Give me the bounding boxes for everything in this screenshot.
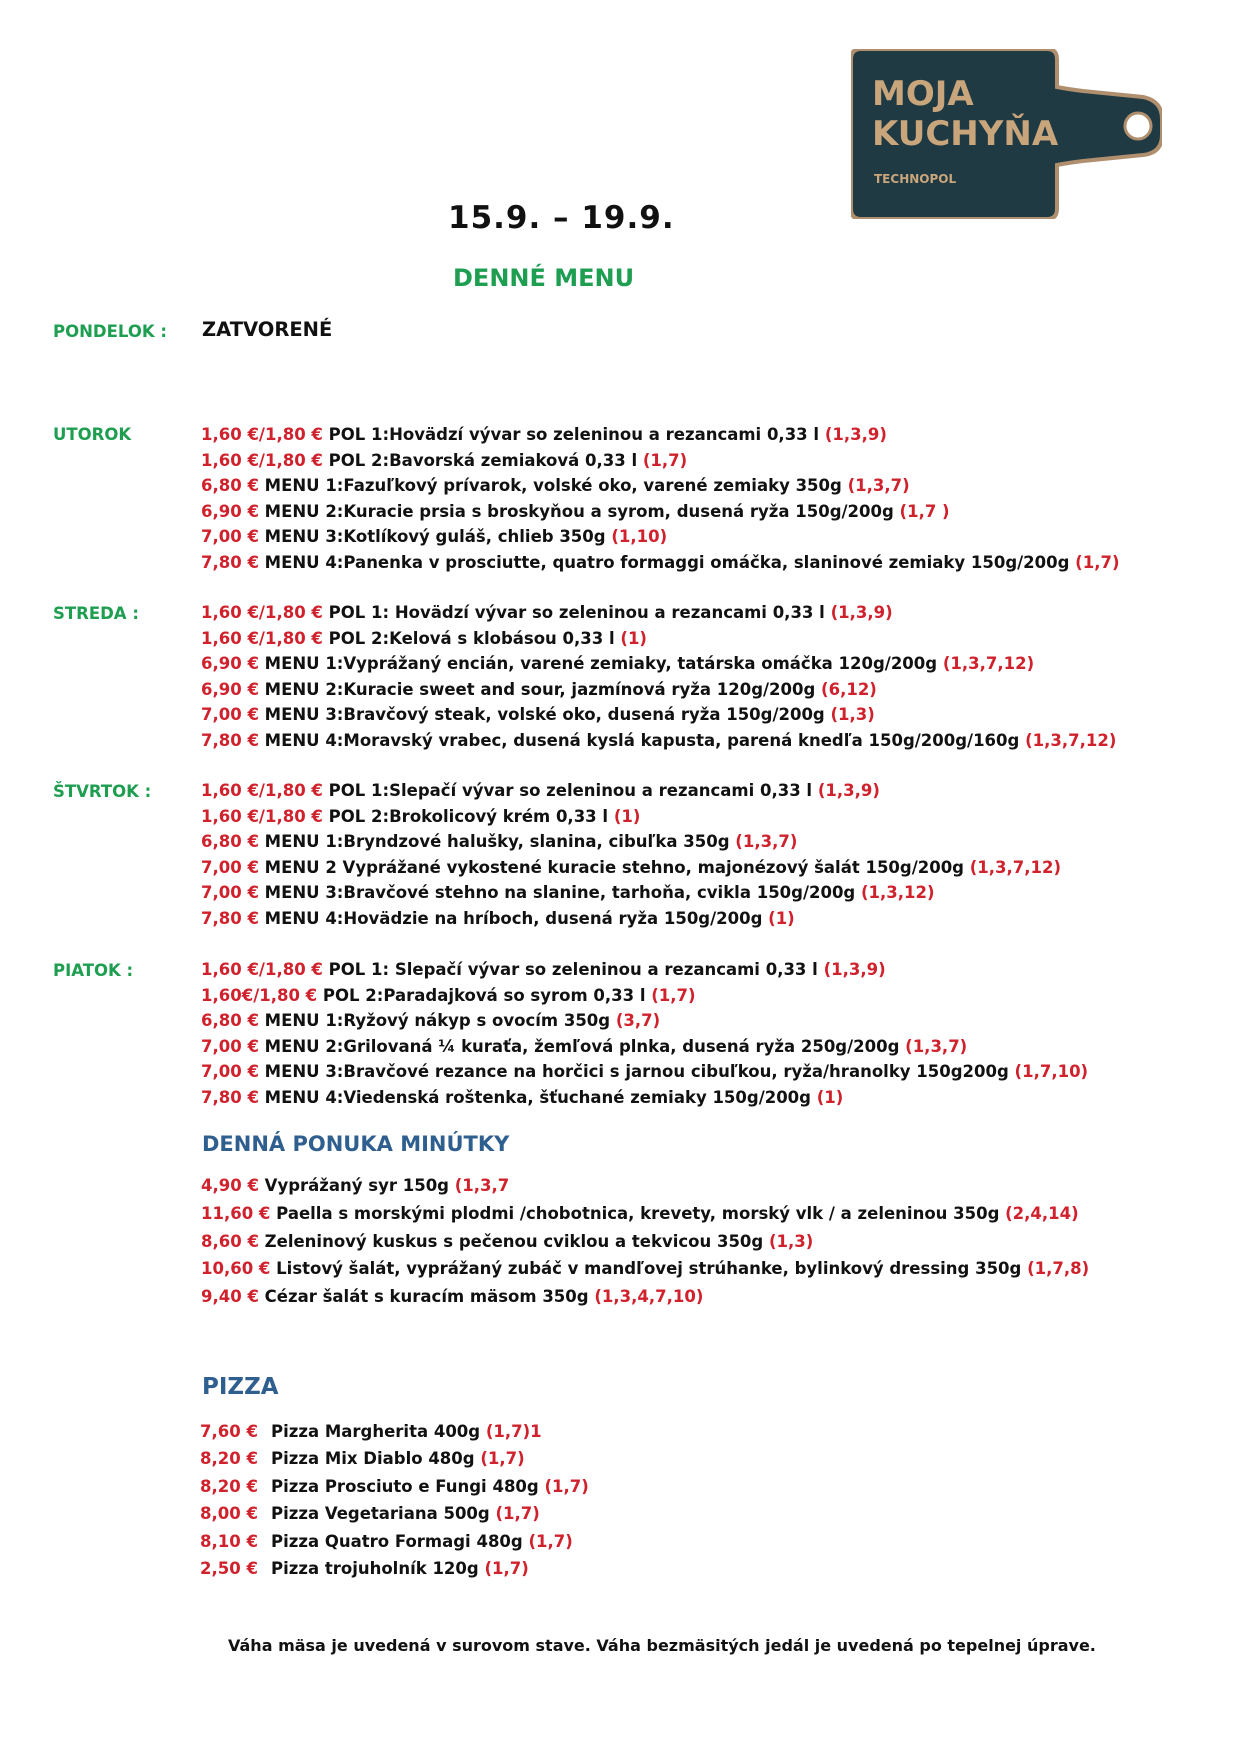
menu-item: 6,80 € MENU 1:Ryžový nákyp s ovocím 350g (3,7) [201,1011,661,1031]
day-label-tuesday: UTOROK [53,425,132,444]
date-range: 15.9. – 19.9. [448,200,675,236]
minutky-item: 4,90 € Vyprážaný syr 150g (1,3,7 [201,1176,510,1195]
menu-item: 6,90 € MENU 2:Kuracie sweet and sour, jazmínová ryža 120g/200g (6,12) [201,679,877,699]
pizza-item: 8,20 € Pizza Prosciuto e Fungi 480g (1,7) [200,1476,589,1496]
menu-item: 7,00 € MENU 3:Bravčové stehno na slanine, tarhoňa, cvikla 150g/200g (1,3,12) [201,883,935,903]
menu-item: 6,80 € MENU 1:Fazuľkový prívarok, volské oko, varené zemiaky 350g (1,3,7) [201,476,910,496]
restaurant-logo [851,49,1162,219]
menu-item: 1,60 €/1,80 € POL 2:Brokolicový krém 0,33 l (1) [201,806,641,826]
tuesday-menu [201,422,1119,576]
menu-item: 1,60 €/1,80 € POL 1:Slepačí vývar so zeleninou a rezancami 0,33 l (1,3,9) [201,781,880,800]
minutky-item: 8,60 € Zeleninový kuskus s pečenou cviklou a tekvicou 350g (1,3) [201,1231,814,1251]
menu-item: 1,60 €/1,80 € POL 2:Kelová s klobásou 0,33 l (1) [201,628,647,648]
pizza-menu [200,1418,589,1582]
menu-item: 1,60 €/1,80 € POL 2:Bavorská zemiaková 0,33 l (1,7) [201,450,688,470]
weight-note: Váha mäsa je uvedená v surovom stave. Váha bezmäsitých jedál je uvedená po tepelnej úprave. [228,1636,1096,1655]
menu-item: 1,60 €/1,80 € POL 1: Slepačí vývar so zeleninou a rezancami 0,33 l (1,3,9) [201,960,886,979]
pizza-item: 8,00 € Pizza Vegetariana 500g (1,7) [200,1504,540,1524]
minutky-menu [201,1172,1089,1311]
wednesday-menu [201,600,1116,754]
menu-title: DENNÉ MENU [453,264,635,292]
menu-item: 7,00 € MENU 2:Grilovaná ¼ kuraťa, žemľová plnka, dusená ryža 250g/200g (1,3,7) [201,1036,968,1056]
minutky-item: 11,60 € Paella s morskými plodmi /chobotnica, krevety, morský vlk / a zeleninou 350g (2,4,14) [201,1203,1079,1223]
menu-item: 1,60 €/1,80 € POL 1: Hovädzí vývar so zeleninou a rezancami 0,33 l (1,3,9) [201,603,893,622]
logo-line-1: MOJA [872,74,974,114]
minutky-item: 9,40 € Cézar šalát s kuracím mäsom 350g (1,3,4,7,10) [201,1287,704,1307]
day-label-monday: PONDELOK : [53,322,167,341]
day-label-friday: PIATOK : [53,961,134,980]
menu-item: 1,60€/1,80 € POL 2:Paradajková so syrom 0,33 l (1,7) [201,985,696,1005]
day-label-thursday: ŠTVRTOK : [53,782,152,801]
pizza-item: 8,10 € Pizza Quatro Formagi 480g (1,7) [200,1531,573,1551]
menu-item: 1,60 €/1,80 € POL 1:Hovädzí vývar so zeleninou a rezancami 0,33 l (1,3,9) [201,425,887,444]
menu-item: 6,90 € MENU 2:Kuracie prsia s broskyňou a syrom, dusená ryža 150g/200g (1,7 ) [201,501,950,521]
day-label-wednesday: STREDA : [53,604,139,623]
menu-item: 7,80 € MENU 4:Moravský vrabec, dusená kyslá kapusta, parená knedľa 150g/200g/160g (1,3,7,12) [201,730,1117,750]
logo-line-3: TECHNOPOL [874,172,957,186]
menu-item: 7,00 € MENU 2 Vyprážané vykostené kuracie stehno, majonézový šalát 150g/200g (1,3,7,12) [201,857,1062,877]
pizza-title: PIZZA [202,1374,279,1400]
menu-item: 7,80 € MENU 4:Hovädzie na hríboch, dusená ryža 150g/200g (1) [201,908,795,928]
logo-line-2: KUCHYŇA [872,114,1059,154]
menu-item: 7,00 € MENU 3:Bravčové rezance na horčici s jarnou cibuľkou, ryža/hranolky 150g200g (1,7,10) [201,1062,1089,1082]
menu-item: 6,80 € MENU 1:Bryndzové halušky, slanina, cibuľka 350g (1,3,7) [201,832,798,852]
pizza-item: 8,20 € Pizza Mix Diablo 480g (1,7) [200,1449,525,1469]
menu-item: 6,90 € MENU 1:Vyprážaný encián, varené zemiaky, tatárska omáčka 120g/200g (1,3,7,12) [201,654,1035,674]
pizza-item: 7,60 € Pizza Margherita 400g (1,7)1 [200,1422,542,1441]
menu-item: 7,00 € MENU 3:Bravčový steak, volské oko, dusená ryža 150g/200g (1,3) [201,705,875,725]
pizza-item: 2,50 € Pizza trojuholník 120g (1,7) [200,1559,529,1579]
menu-item: 7,80 € MENU 4:Panenka v prosciutte, quatro formaggi omáčka, slaninové zemiaky 150g/200g (1,7) [201,552,1120,572]
monday-status: ZATVORENÉ [202,318,333,341]
minutky-item: 10,60 € Listový šalát, vyprážaný zubáč v mandľovej strúhanke, bylinkový dressing 350g (1,7,8) [201,1259,1090,1279]
menu-item: 7,80 € MENU 4:Viedenská roštenka, šťuchané zemiaky 150g/200g (1) [201,1087,844,1107]
menu-item: 7,00 € MENU 3:Kotlíkový guláš, chlieb 350g (1,10) [201,527,668,547]
thursday-menu [201,778,1061,932]
friday-menu [201,957,1088,1111]
minutky-title: DENNÁ PONUKA MINÚTKY [202,1132,510,1156]
